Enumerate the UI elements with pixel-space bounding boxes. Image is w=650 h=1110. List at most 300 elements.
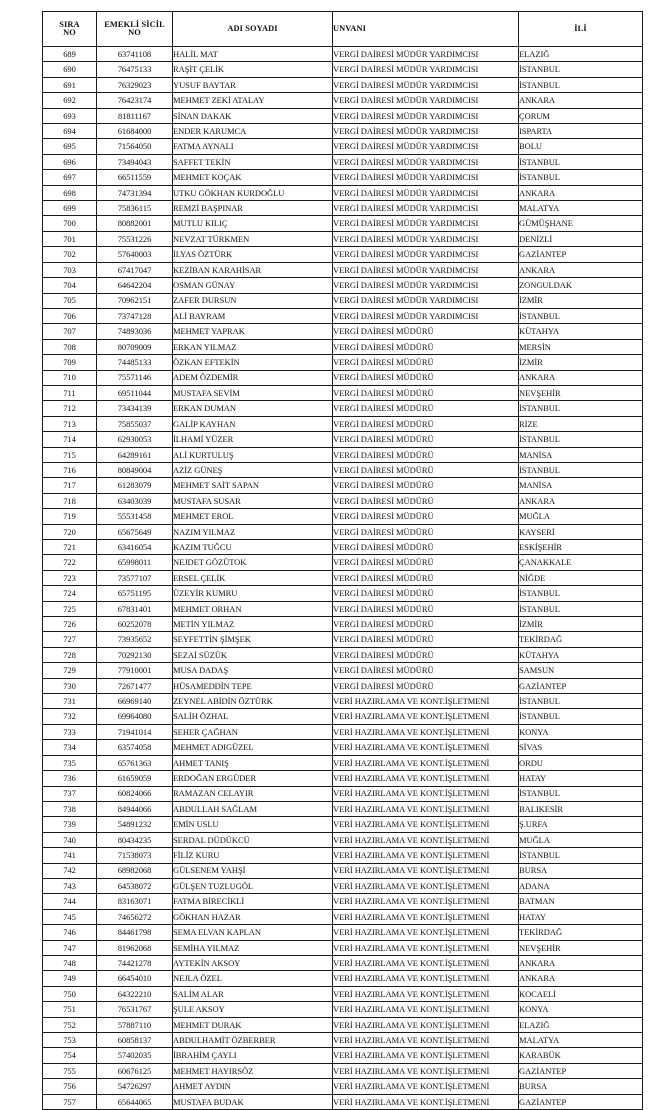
cell-unvani: VERGİ DAİRESİ MÜDÜRÜ: [333, 678, 519, 693]
cell-unvani: VERGİ DAİRESİ MÜDÜR YARDIMCISI: [333, 108, 519, 123]
cell-ili: İSTANBUL: [519, 62, 643, 77]
cell-adi-soyadi: ZAFER DURSUN: [173, 293, 333, 308]
cell-ili: MUĞLA: [519, 832, 643, 847]
cell-emekli-sicil-no: 65675649: [97, 524, 173, 539]
cell-emekli-sicil-no: 75836115: [97, 201, 173, 216]
cell-adi-soyadi: MEHMET HAYIRSÖZ: [173, 1063, 333, 1078]
cell-sira-no: 723: [43, 570, 97, 585]
cell-adi-soyadi: AZİZ GÜNEŞ: [173, 462, 333, 477]
table-row: [43, 293, 643, 308]
cell-adi-soyadi: ERSEL ÇELİK: [173, 570, 333, 585]
cell-emekli-sicil-no: 57640003: [97, 247, 173, 262]
cell-sira-no: 709: [43, 355, 97, 370]
table-row: [43, 462, 643, 477]
table-row: [43, 570, 643, 585]
cell-ili: ESKİŞEHİR: [519, 540, 643, 555]
cell-sira-no: 704: [43, 278, 97, 293]
table-row: [43, 416, 643, 431]
cell-emekli-sicil-no: 64642204: [97, 278, 173, 293]
cell-sira-no: 705: [43, 293, 97, 308]
cell-adi-soyadi: GÖKHAN HAZAR: [173, 909, 333, 924]
cell-sira-no: 748: [43, 955, 97, 970]
table-row: [43, 663, 643, 678]
cell-ili: İZMİR: [519, 293, 643, 308]
cell-emekli-sicil-no: 66454010: [97, 971, 173, 986]
table-row: [43, 878, 643, 893]
cell-emekli-sicil-no: 60252078: [97, 617, 173, 632]
table-row: [43, 370, 643, 385]
cell-adi-soyadi: MEHMET SAİT SAPAN: [173, 478, 333, 493]
cell-adi-soyadi: GÜLSENEM YAHŞİ: [173, 863, 333, 878]
cell-adi-soyadi: ERKAN YILMAZ: [173, 339, 333, 354]
cell-emekli-sicil-no: 71564050: [97, 139, 173, 154]
column-header-emekli-sicil-no-line2: NO: [128, 28, 141, 37]
table-row: [43, 647, 643, 662]
cell-unvani: VERİ HAZIRLAMA VE KONT.İŞLETMENİ: [333, 724, 519, 739]
cell-ili: ANKARA: [519, 262, 643, 277]
cell-ili: İSTANBUL: [519, 154, 643, 169]
cell-adi-soyadi: MEHMET EROL: [173, 509, 333, 524]
column-header-sira-no-line2: NO: [63, 28, 76, 37]
cell-ili: İSTANBUL: [519, 462, 643, 477]
cell-emekli-sicil-no: 84944066: [97, 801, 173, 816]
cell-unvani: VERGİ DAİRESİ MÜDÜRÜ: [333, 570, 519, 585]
cell-sira-no: 751: [43, 1002, 97, 1017]
cell-ili: GAZİANTEP: [519, 1063, 643, 1078]
table-row: [43, 955, 643, 970]
cell-ili: İSTANBUL: [519, 786, 643, 801]
cell-unvani: VERGİ DAİRESİ MÜDÜRÜ: [333, 540, 519, 555]
cell-adi-soyadi: NEJDET GÖZÜTOK: [173, 555, 333, 570]
cell-unvani: VERGİ DAİRESİ MÜDÜRÜ: [333, 462, 519, 477]
cell-emekli-sicil-no: 73747128: [97, 308, 173, 323]
cell-ili: İSTANBUL: [519, 77, 643, 92]
cell-unvani: VERİ HAZIRLAMA VE KONT.İŞLETMENİ: [333, 755, 519, 770]
table-row: [43, 493, 643, 508]
cell-sira-no: 740: [43, 832, 97, 847]
cell-adi-soyadi: AHMET TANIŞ: [173, 755, 333, 770]
table-row: [43, 139, 643, 154]
cell-ili: İSTANBUL: [519, 694, 643, 709]
table-row: [43, 771, 643, 786]
table-row: [43, 786, 643, 801]
cell-unvani: VERİ HAZIRLAMA VE KONT.İŞLETMENİ: [333, 971, 519, 986]
cell-emekli-sicil-no: 63403039: [97, 493, 173, 508]
table-row: [43, 601, 643, 616]
table-row: [43, 524, 643, 539]
table-row: [43, 617, 643, 632]
cell-emekli-sicil-no: 55531458: [97, 509, 173, 524]
table-row: [43, 555, 643, 570]
table-row: [43, 1063, 643, 1078]
cell-sira-no: 711: [43, 385, 97, 400]
cell-ili: ADANA: [519, 878, 643, 893]
cell-unvani: VERGİ DAİRESİ MÜDÜRÜ: [333, 524, 519, 539]
table-row: [43, 108, 643, 123]
cell-emekli-sicil-no: 54726297: [97, 1079, 173, 1094]
cell-emekli-sicil-no: 75855037: [97, 416, 173, 431]
cell-emekli-sicil-no: 61659059: [97, 771, 173, 786]
cell-adi-soyadi: RAŞİT ÇELİK: [173, 62, 333, 77]
cell-adi-soyadi: GALİP KAYHAN: [173, 416, 333, 431]
cell-ili: ANKARA: [519, 493, 643, 508]
table-row: [43, 632, 643, 647]
table-row: [43, 740, 643, 755]
table-row: [43, 478, 643, 493]
cell-adi-soyadi: AYTEKİN AKSOY: [173, 955, 333, 970]
table-row: [43, 77, 643, 92]
table-row: [43, 124, 643, 139]
cell-sira-no: 730: [43, 678, 97, 693]
cell-adi-soyadi: YUSUF BAYTAR: [173, 77, 333, 92]
cell-adi-soyadi: SERDAL DÜDÜKCÜ: [173, 832, 333, 847]
cell-unvani: VERGİ DAİRESİ MÜDÜRÜ: [333, 663, 519, 678]
cell-emekli-sicil-no: 71538073: [97, 848, 173, 863]
cell-sira-no: 750: [43, 986, 97, 1001]
cell-emekli-sicil-no: 65998011: [97, 555, 173, 570]
cell-sira-no: 721: [43, 540, 97, 555]
cell-unvani: VERİ HAZIRLAMA VE KONT.İŞLETMENİ: [333, 1002, 519, 1017]
cell-sira-no: 744: [43, 894, 97, 909]
cell-adi-soyadi: MEHMET KOÇAK: [173, 170, 333, 185]
cell-unvani: VERGİ DAİRESİ MÜDÜRÜ: [333, 416, 519, 431]
cell-sira-no: 712: [43, 401, 97, 416]
cell-ili: HATAY: [519, 909, 643, 924]
table-row: [43, 801, 643, 816]
cell-unvani: VERGİ DAİRESİ MÜDÜRÜ: [333, 586, 519, 601]
cell-emekli-sicil-no: 74485133: [97, 355, 173, 370]
cell-unvani: VERİ HAZIRLAMA VE KONT.İŞLETMENİ: [333, 817, 519, 832]
cell-unvani: VERİ HAZIRLAMA VE KONT.İŞLETMENİ: [333, 986, 519, 1001]
cell-adi-soyadi: MEHMET ZEKİ ATALAY: [173, 93, 333, 108]
cell-ili: İSTANBUL: [519, 432, 643, 447]
cell-emekli-sicil-no: 73577107: [97, 570, 173, 585]
cell-emekli-sicil-no: 60858137: [97, 1033, 173, 1048]
cell-adi-soyadi: KEZİBAN KARAHİSAR: [173, 262, 333, 277]
cell-unvani: VERİ HAZIRLAMA VE KONT.İŞLETMENİ: [333, 832, 519, 847]
cell-sira-no: 696: [43, 154, 97, 169]
cell-emekli-sicil-no: 80434235: [97, 832, 173, 847]
cell-sira-no: 755: [43, 1063, 97, 1078]
cell-ili: MERSİN: [519, 339, 643, 354]
cell-sira-no: 710: [43, 370, 97, 385]
cell-ili: İSTANBUL: [519, 401, 643, 416]
cell-ili: GAZİANTEP: [519, 678, 643, 693]
cell-ili: İSTANBUL: [519, 709, 643, 724]
table-row: [43, 863, 643, 878]
cell-emekli-sicil-no: 74656272: [97, 909, 173, 924]
cell-ili: KARABÜK: [519, 1048, 643, 1063]
cell-sira-no: 725: [43, 601, 97, 616]
cell-emekli-sicil-no: 57402035: [97, 1048, 173, 1063]
cell-unvani: VERGİ DAİRESİ MÜDÜRÜ: [333, 632, 519, 647]
cell-unvani: VERGİ DAİRESİ MÜDÜRÜ: [333, 555, 519, 570]
cell-ili: ANKARA: [519, 955, 643, 970]
cell-adi-soyadi: HALİL MAT: [173, 47, 333, 62]
cell-adi-soyadi: SEMA ELVAN KAPLAN: [173, 925, 333, 940]
cell-emekli-sicil-no: 62930053: [97, 432, 173, 447]
table-row: [43, 231, 643, 246]
cell-unvani: VERGİ DAİRESİ MÜDÜRÜ: [333, 432, 519, 447]
column-header-unvani: UNVANI: [333, 12, 519, 47]
cell-adi-soyadi: ERKAN DUMAN: [173, 401, 333, 416]
cell-unvani: VERİ HAZIRLAMA VE KONT.İŞLETMENİ: [333, 1048, 519, 1063]
cell-emekli-sicil-no: 73434139: [97, 401, 173, 416]
cell-sira-no: 739: [43, 817, 97, 832]
cell-unvani: VERİ HAZIRLAMA VE KONT.İŞLETMENİ: [333, 694, 519, 709]
cell-ili: KÜTAHYA: [519, 647, 643, 662]
cell-ili: NEVŞEHİR: [519, 385, 643, 400]
cell-ili: GAZİANTEP: [519, 247, 643, 262]
cell-ili: SAMSUN: [519, 663, 643, 678]
cell-unvani: VERGİ DAİRESİ MÜDÜRÜ: [333, 401, 519, 416]
cell-emekli-sicil-no: 63574058: [97, 740, 173, 755]
cell-emekli-sicil-no: 74731394: [97, 185, 173, 200]
cell-unvani: VERGİ DAİRESİ MÜDÜR YARDIMCISI: [333, 62, 519, 77]
cell-sira-no: 756: [43, 1079, 97, 1094]
table-row: [43, 47, 643, 62]
cell-sira-no: 720: [43, 524, 97, 539]
table-row: [43, 894, 643, 909]
cell-unvani: VERGİ DAİRESİ MÜDÜRÜ: [333, 493, 519, 508]
cell-emekli-sicil-no: 65751195: [97, 586, 173, 601]
cell-adi-soyadi: MUTLU KILIÇ: [173, 216, 333, 231]
cell-sira-no: 729: [43, 663, 97, 678]
cell-adi-soyadi: FİLİZ KURU: [173, 848, 333, 863]
cell-ili: MALATYA: [519, 1033, 643, 1048]
cell-ili: RİZE: [519, 416, 643, 431]
cell-ili: NEVŞEHİR: [519, 940, 643, 955]
table-row: [43, 986, 643, 1001]
table-row: [43, 724, 643, 739]
cell-emekli-sicil-no: 83163071: [97, 894, 173, 909]
cell-emekli-sicil-no: 66969140: [97, 694, 173, 709]
table-row: [43, 93, 643, 108]
cell-ili: MALATYA: [519, 201, 643, 216]
cell-unvani: VERGİ DAİRESİ MÜDÜR YARDIMCISI: [333, 262, 519, 277]
table-row: [43, 185, 643, 200]
cell-adi-soyadi: OSMAN GÜNAY: [173, 278, 333, 293]
table-row: [43, 940, 643, 955]
cell-emekli-sicil-no: 61283079: [97, 478, 173, 493]
cell-adi-soyadi: SAFFET TEKİN: [173, 154, 333, 169]
column-header-ili: İLİ: [519, 12, 643, 47]
cell-emekli-sicil-no: 64322210: [97, 986, 173, 1001]
cell-ili: İZMİR: [519, 617, 643, 632]
table-row: [43, 1033, 643, 1048]
cell-unvani: VERİ HAZIRLAMA VE KONT.İŞLETMENİ: [333, 1094, 519, 1109]
table-row: [43, 355, 643, 370]
table-row: [43, 832, 643, 847]
cell-unvani: VERGİ DAİRESİ MÜDÜR YARDIMCISI: [333, 47, 519, 62]
cell-sira-no: 700: [43, 216, 97, 231]
cell-adi-soyadi: SALİH ÖZHAL: [173, 709, 333, 724]
cell-emekli-sicil-no: 77910001: [97, 663, 173, 678]
cell-sira-no: 757: [43, 1094, 97, 1109]
cell-ili: Ş.URFA: [519, 817, 643, 832]
cell-unvani: VERGİ DAİRESİ MÜDÜR YARDIMCISI: [333, 247, 519, 262]
cell-adi-soyadi: GÜLŞEN TUZLUGÖL: [173, 878, 333, 893]
cell-unvani: VERGİ DAİRESİ MÜDÜR YARDIMCISI: [333, 139, 519, 154]
cell-ili: ÇANAKKALE: [519, 555, 643, 570]
cell-sira-no: 703: [43, 262, 97, 277]
cell-emekli-sicil-no: 64538072: [97, 878, 173, 893]
cell-unvani: VERGİ DAİRESİ MÜDÜRÜ: [333, 617, 519, 632]
cell-sira-no: 692: [43, 93, 97, 108]
cell-sira-no: 732: [43, 709, 97, 724]
cell-ili: BURSA: [519, 1079, 643, 1094]
cell-adi-soyadi: SEZAİ SÜZÜK: [173, 647, 333, 662]
cell-emekli-sicil-no: 66511559: [97, 170, 173, 185]
cell-adi-soyadi: RAMAZAN CELAYIR: [173, 786, 333, 801]
table-body: [43, 47, 643, 1110]
cell-unvani: VERGİ DAİRESİ MÜDÜRÜ: [333, 339, 519, 354]
cell-emekli-sicil-no: 81811167: [97, 108, 173, 123]
table-row: [43, 447, 643, 462]
cell-ili: İSTANBUL: [519, 848, 643, 863]
cell-ili: SİVAS: [519, 740, 643, 755]
cell-unvani: VERGİ DAİRESİ MÜDÜR YARDIMCISI: [333, 77, 519, 92]
cell-sira-no: 708: [43, 339, 97, 354]
cell-unvani: VERGİ DAİRESİ MÜDÜRÜ: [333, 478, 519, 493]
cell-adi-soyadi: UTKU GÖKHAN KURDOĞLU: [173, 185, 333, 200]
cell-ili: GAZİANTEP: [519, 1094, 643, 1109]
cell-adi-soyadi: İBRAHİM ÇAYLI: [173, 1048, 333, 1063]
cell-ili: KONYA: [519, 1002, 643, 1017]
cell-sira-no: 738: [43, 801, 97, 816]
column-header-emekli-sicil-no: [97, 12, 173, 47]
cell-emekli-sicil-no: 67417047: [97, 262, 173, 277]
table-row: [43, 1079, 643, 1094]
cell-adi-soyadi: NAZIM YILMAZ: [173, 524, 333, 539]
cell-ili: TEKİRDAĞ: [519, 925, 643, 940]
cell-adi-soyadi: SALİM ALAR: [173, 986, 333, 1001]
cell-adi-soyadi: METİN YILMAZ: [173, 617, 333, 632]
cell-sira-no: 707: [43, 324, 97, 339]
cell-adi-soyadi: ALİ KURTULUŞ: [173, 447, 333, 462]
cell-unvani: VERİ HAZIRLAMA VE KONT.İŞLETMENİ: [333, 1017, 519, 1032]
cell-ili: KAYSERİ: [519, 524, 643, 539]
cell-ili: DENİZLİ: [519, 231, 643, 246]
table-row: [43, 586, 643, 601]
cell-emekli-sicil-no: 75571146: [97, 370, 173, 385]
cell-sira-no: 697: [43, 170, 97, 185]
cell-unvani: VERİ HAZIRLAMA VE KONT.İŞLETMENİ: [333, 940, 519, 955]
cell-emekli-sicil-no: 73494043: [97, 154, 173, 169]
cell-adi-soyadi: ŞULE AKSOY: [173, 1002, 333, 1017]
cell-emekli-sicil-no: 69511044: [97, 385, 173, 400]
cell-ili: KONYA: [519, 724, 643, 739]
cell-adi-soyadi: İLYAS ÖZTÜRK: [173, 247, 333, 262]
cell-unvani: VERGİ DAİRESİ MÜDÜRÜ: [333, 385, 519, 400]
cell-emekli-sicil-no: 71941014: [97, 724, 173, 739]
cell-unvani: VERİ HAZIRLAMA VE KONT.İŞLETMENİ: [333, 878, 519, 893]
cell-emekli-sicil-no: 57887110: [97, 1017, 173, 1032]
cell-ili: ORDU: [519, 755, 643, 770]
table-row: [43, 1002, 643, 1017]
cell-ili: İSTANBUL: [519, 170, 643, 185]
cell-adi-soyadi: MEHMET ADIGÜZEL: [173, 740, 333, 755]
cell-unvani: VERGİ DAİRESİ MÜDÜRÜ: [333, 370, 519, 385]
cell-ili: ANKARA: [519, 185, 643, 200]
cell-ili: ELAZIĞ: [519, 1017, 643, 1032]
cell-sira-no: 754: [43, 1048, 97, 1063]
cell-sira-no: 689: [43, 47, 97, 62]
cell-adi-soyadi: ÖZKAN EFTEKİN: [173, 355, 333, 370]
cell-unvani: VERİ HAZIRLAMA VE KONT.İŞLETMENİ: [333, 801, 519, 816]
cell-unvani: VERİ HAZIRLAMA VE KONT.İŞLETMENİ: [333, 894, 519, 909]
cell-sira-no: 690: [43, 62, 97, 77]
cell-sira-no: 699: [43, 201, 97, 216]
cell-sira-no: 733: [43, 724, 97, 739]
cell-adi-soyadi: HÜSAMEDDİN TEPE: [173, 678, 333, 693]
cell-ili: BATMAN: [519, 894, 643, 909]
cell-sira-no: 691: [43, 77, 97, 92]
column-header-emekli-sicil-no-line1: EMEKLİ SİCİL: [104, 19, 165, 29]
cell-emekli-sicil-no: 65644065: [97, 1094, 173, 1109]
cell-ili: HATAY: [519, 771, 643, 786]
cell-sira-no: 737: [43, 786, 97, 801]
cell-emekli-sicil-no: 74421278: [97, 955, 173, 970]
cell-sira-no: 724: [43, 586, 97, 601]
cell-adi-soyadi: MUSTAFA SEVİM: [173, 385, 333, 400]
cell-ili: MANİSA: [519, 447, 643, 462]
cell-unvani: VERİ HAZIRLAMA VE KONT.İŞLETMENİ: [333, 848, 519, 863]
cell-adi-soyadi: ADEM ÖZDEMİR: [173, 370, 333, 385]
table-row: [43, 62, 643, 77]
cell-sira-no: 727: [43, 632, 97, 647]
cell-unvani: VERGİ DAİRESİ MÜDÜR YARDIMCISI: [333, 185, 519, 200]
cell-unvani: VERİ HAZIRLAMA VE KONT.İŞLETMENİ: [333, 771, 519, 786]
cell-emekli-sicil-no: 80882001: [97, 216, 173, 231]
cell-sira-no: 701: [43, 231, 97, 246]
cell-sira-no: 749: [43, 971, 97, 986]
cell-unvani: VERİ HAZIRLAMA VE KONT.İŞLETMENİ: [333, 863, 519, 878]
cell-adi-soyadi: İLHAMİ YÜZER: [173, 432, 333, 447]
cell-ili: NİĞDE: [519, 570, 643, 585]
cell-adi-soyadi: SEMİHA YILMAZ: [173, 940, 333, 955]
cell-emekli-sicil-no: 80849004: [97, 462, 173, 477]
table-row: [43, 324, 643, 339]
cell-unvani: VERİ HAZIRLAMA VE KONT.İŞLETMENİ: [333, 955, 519, 970]
cell-adi-soyadi: SEYFETTİN ŞİMŞEK: [173, 632, 333, 647]
cell-unvani: VERGİ DAİRESİ MÜDÜRÜ: [333, 355, 519, 370]
cell-unvani: VERİ HAZIRLAMA VE KONT.İŞLETMENİ: [333, 786, 519, 801]
cell-adi-soyadi: SEHER ÇAĞHAN: [173, 724, 333, 739]
table-row: [43, 1048, 643, 1063]
table-row: [43, 709, 643, 724]
cell-adi-soyadi: ABDULLAH SAĞLAM: [173, 801, 333, 816]
cell-sira-no: 735: [43, 755, 97, 770]
cell-sira-no: 706: [43, 308, 97, 323]
cell-adi-soyadi: SİNAN DAKAK: [173, 108, 333, 123]
table-row: [43, 909, 643, 924]
cell-unvani: VERGİ DAİRESİ MÜDÜRÜ: [333, 509, 519, 524]
column-header-sira-no: [43, 12, 97, 47]
cell-sira-no: 745: [43, 909, 97, 924]
cell-emekli-sicil-no: 63741108: [97, 47, 173, 62]
table-row: [43, 540, 643, 555]
cell-ili: ELAZIĞ: [519, 47, 643, 62]
table-header-row: [43, 12, 643, 47]
cell-ili: BALIKESİR: [519, 801, 643, 816]
cell-ili: İZMİR: [519, 355, 643, 370]
cell-ili: TEKİRDAĞ: [519, 632, 643, 647]
cell-unvani: VERGİ DAİRESİ MÜDÜR YARDIMCISI: [333, 124, 519, 139]
cell-sira-no: 698: [43, 185, 97, 200]
cell-emekli-sicil-no: 68982068: [97, 863, 173, 878]
cell-emekli-sicil-no: 81962068: [97, 940, 173, 955]
